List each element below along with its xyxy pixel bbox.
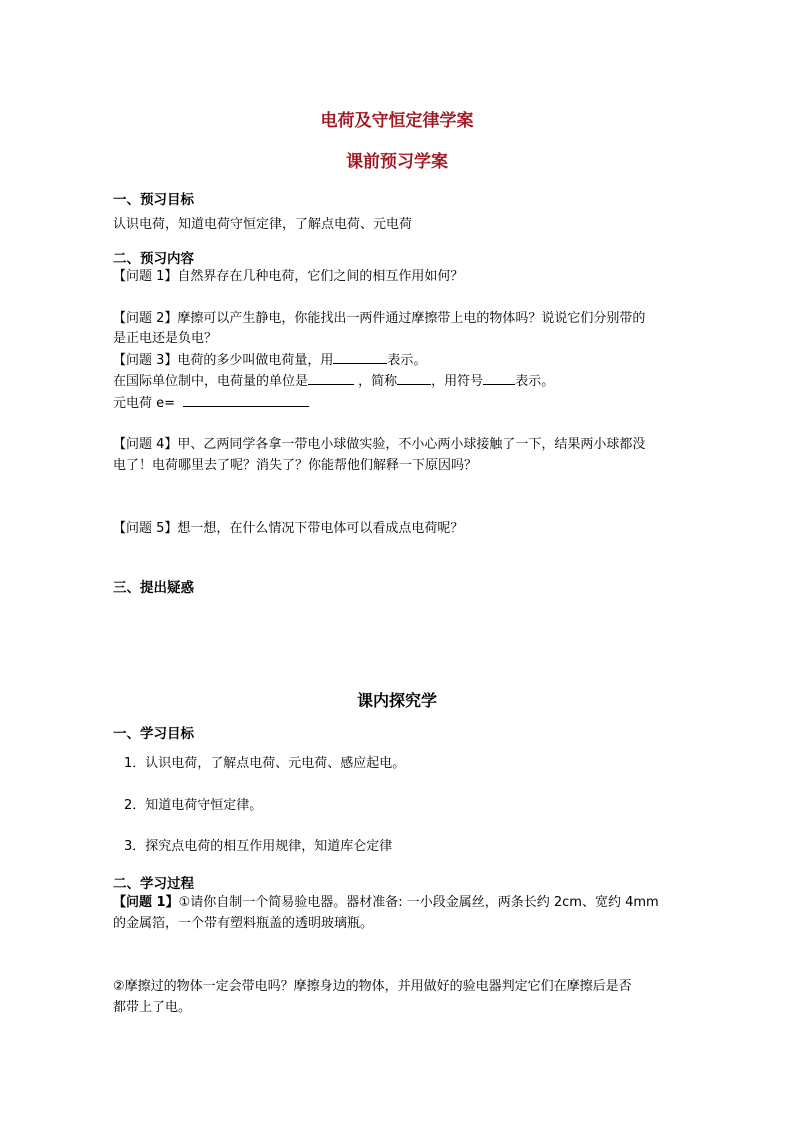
question-2-line-2: 是正电还是负电？ (113, 331, 218, 346)
document-subtitle: 课前预习学案 (346, 152, 448, 172)
question-4-line-2: 电了！电荷哪里去了呢？消失了？你能帮他们解释一下原因吗？ (113, 458, 478, 473)
section-title-inclass: 课内探究学 (356, 691, 437, 710)
question-3-text-b: 表示。 (387, 353, 427, 368)
problem-1-text: ①请你自制一个简易验电器。器材准备: 一小段金属丝，两条长约 2cm、宽约 4mm (178, 895, 659, 910)
question-3-line-2 (113, 370, 688, 393)
section-heading-learning-goal: 一、学习目标 (113, 726, 194, 742)
process-problem-2-line-1: ②摩擦过的物体一定会带电吗？摩擦身边的物体，并用做好的验电器判定它们在摩擦后是否 (113, 979, 632, 994)
answer-blank[interactable] (183, 392, 309, 407)
elementary-charge-text: 元电荷 e= (113, 396, 176, 411)
document-title: 电荷及守恒定律学案 (320, 111, 474, 131)
question-3-short-text: ，简称 (358, 374, 398, 389)
question-3-unit-text: 在国际单位制中，电荷量的单位是 (113, 374, 309, 389)
learning-goal-2: 2．知道电荷守恒定律。 (124, 798, 263, 813)
answer-blank[interactable] (333, 349, 387, 364)
question-3-symbol-text: ，用符号 (431, 374, 484, 389)
question-2-line-1: 【问题 2】摩擦可以产生静电，你能找出一两件通过摩擦带上电的物体吗？说说它们分别带的 (113, 311, 646, 326)
section-heading-learning-process: 二、学习过程 (113, 876, 194, 892)
question-3-line-3 (113, 392, 688, 415)
problem-label: 【问题 1】 (113, 895, 179, 910)
question-3-text-a: 【问题 3】电荷的多少叫做电荷量，用 (113, 353, 334, 368)
question-3-end-text: 表示。 (515, 374, 555, 389)
answer-blank[interactable] (483, 370, 515, 385)
question-4-line-1: 【问题 4】甲、乙两同学各拿一带电小球做实验，不小心两小球接触了一下，结果两小球都没 (113, 437, 646, 452)
learning-goal-3: 3．探究点电荷的相互作用规律，知道库仑定律 (124, 839, 393, 854)
section-heading-doubts: 三、提出疑惑 (113, 580, 194, 596)
question-1: 【问题 1】自然界存在几种电荷，它们之间的相互作用如何？ (113, 269, 464, 284)
process-problem-2-line-2: 都带上了电。 (113, 1000, 192, 1015)
process-problem-1-line-1 (113, 892, 688, 914)
question-5: 【问题 5】想一想，在什么情况下带电体可以看成点电荷呢？ (113, 521, 464, 536)
learning-goal-1: 1．认识电荷，了解点电荷、元电荷、感应起电。 (124, 756, 406, 771)
answer-blank[interactable] (397, 370, 431, 385)
question-3-line-1 (113, 349, 688, 372)
process-problem-1-line-2: 的金属箔，一个带有塑料瓶盖的透明玻璃瓶。 (113, 916, 374, 931)
preview-goal-text: 认识电荷，知道电荷守恒定律，了解点电荷、元电荷 (113, 217, 413, 232)
section-heading-preview-content: 二、预习内容 (113, 251, 194, 267)
answer-blank[interactable] (308, 370, 354, 385)
section-heading-preview-goal: 一、预习目标 (113, 192, 194, 208)
